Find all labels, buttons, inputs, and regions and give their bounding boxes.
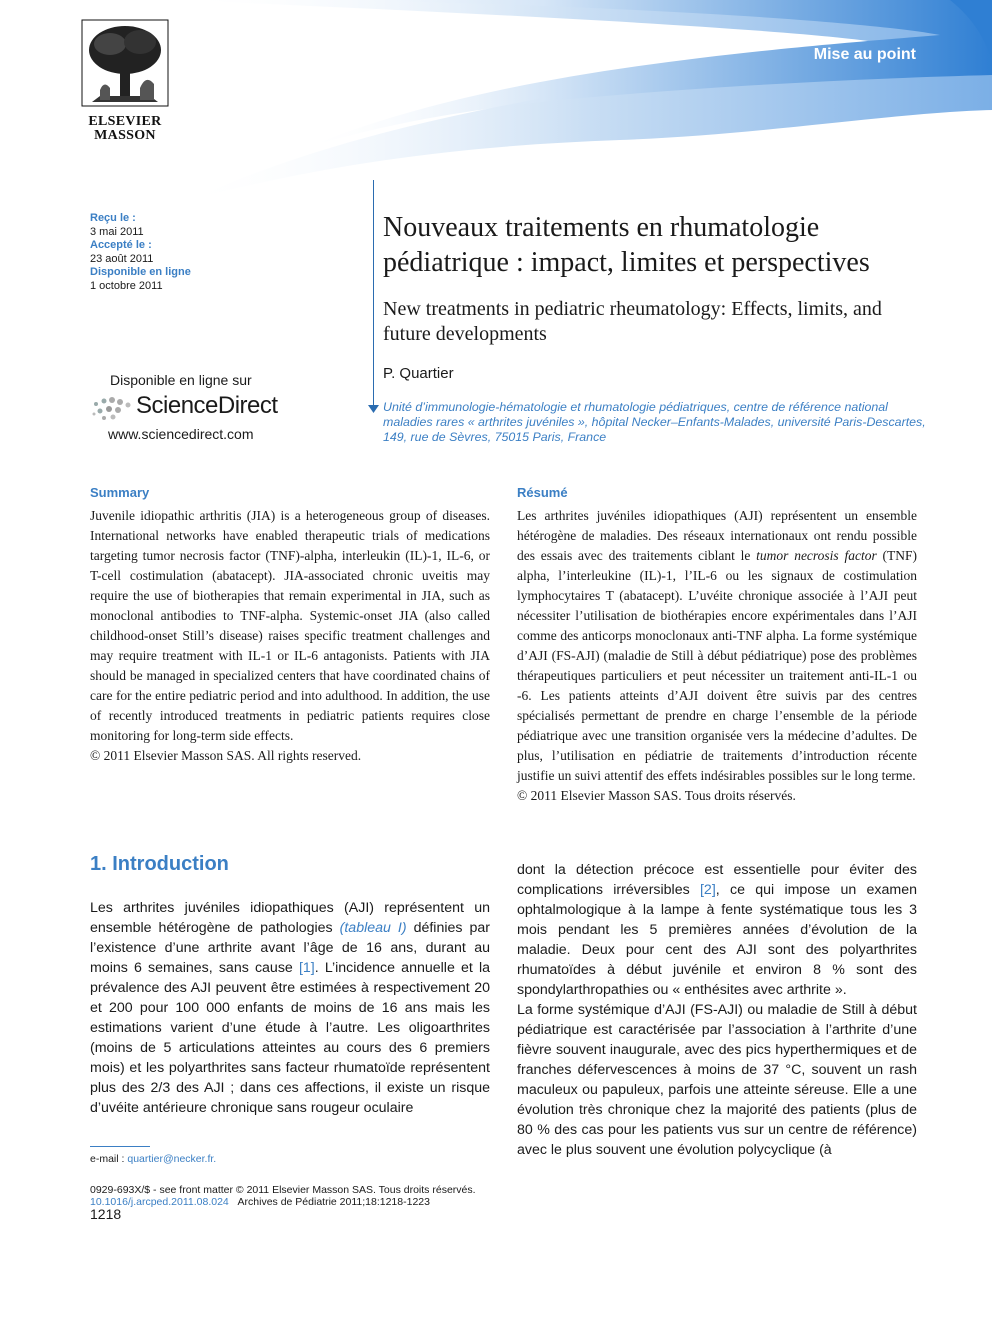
header-divider: [373, 180, 374, 408]
resume-text-b: (TNF) alpha, l’interleukine (IL)-1, l’IL-6 ou les signaux de costimulation lymphocytaires T (abatacept). L’uvéite chronique associée à l’AJI peut nécessiter l’utilisation de biothérapies encore expérimentales dans l’AJI comme des anticorps monoclonaux anti-TNF alpha. La forme systémique d’AJI (FS-AJI) (maladie de Still à début pédiatrique) pose des problèmes thérapeutiques particuliers et peut nécessiter un traitement anti-IL-1 ou -6. Les patients atteints d’AJI doivent être suivis par des centres spécialisés permettant de prendre en charge l’ensemble de la période pédiatrique avec une transition organisée vers la médecine d’adultes. De plus, l’utilisation en pédiatrie de traitements d’introduction récente justifie un suivi attentif des effets indésirables possibles sur le long terme.: [517, 548, 917, 783]
journal-reference: Archives de Pédiatrie 2011;18:1218-1223: [237, 1196, 430, 1208]
summary-text: Juvenile idiopathic arthritis (JIA) is a heterogeneous group of diseases. International networks have enabled therapeutic trials of medications targeting tumor necrosis factor (TNF)-alpha, interleukin (IL)-1, IL-6, or T-cell costimulation (abatacept). JIA-associated chronic uveitis may require the use of biotherapies that remain experimental in JIA, such as monoclonal antibodies to TNF-alpha. Systemic-onset JIA (also called childhood-onset Still’s disease) raises specific treatment challenges and may require treatment with IL-1 or IL-6 antagonists. Patients with JIA should be managed in specialized centers that have coordinated chains of care for the entire pediatric period and into adulthood. In addition, the use of recently introduced treatments in pediatric patients requires close monitoring for long-term side effects.: [90, 508, 490, 743]
section-label: Mise au point: [813, 46, 916, 63]
intro-text: Les arthrites juvéniles idiopathiques (AJI) représentent un ensemble hétérogène de pathologies: [90, 900, 490, 936]
intro-text: définies par l’existence d’une arthrite avant l’âge de 16 ans, durant au moins 6 semaines, sans cause: [90, 920, 490, 976]
sciencedirect-url[interactable]: www.sciencedirect.com: [108, 426, 254, 442]
tree-logo-icon: [80, 18, 170, 110]
citation-link-1[interactable]: [1]: [298, 960, 315, 976]
intro-text: dont la détection précoce est essentielle pour éviter des complications irréversibles: [517, 862, 917, 898]
resume-copyright: © 2011 Elsevier Masson SAS. Tous droits réservés.: [517, 788, 796, 803]
introduction-heading: 1. Introduction: [90, 853, 229, 875]
doi-link[interactable]: 10.1016/j.arcped.2011.08.024: [90, 1196, 229, 1208]
accepted-date: 23 août 2011: [90, 252, 154, 265]
footer-citation: [90, 1196, 430, 1208]
publisher-logo: [80, 18, 170, 143]
online-date: 1 octobre 2011: [90, 279, 163, 292]
resume-text-a: Les arthrites juvéniles idiopathiques (AJI) représentent un ensemble hétérogène de maladies. Des réseaux internationaux ont rendu possible des essais avec des traitements ciblant le: [517, 508, 917, 563]
intro-text: , ce qui impose un examen ophtalmologique à la lampe à fente systématique tous les 3 mois pendant les 5 premières années d’évolution de la maladie. Deux pour cent des AJI sont des polyarthrites rhumatoïdes à début juvénile et environ 8 % sont des spondylarthropathies ou « enthésites avec arthrite ».: [517, 882, 917, 998]
resume-heading: Résumé: [517, 485, 568, 500]
resume-abstract: [517, 506, 917, 806]
summary-heading: Summary: [90, 485, 150, 500]
email-label: e-mail :: [90, 1153, 125, 1165]
summary-abstract: [90, 506, 490, 766]
publisher-name-1: ELSEVIER: [88, 114, 162, 129]
intro-text: . L’incidence annuelle et la prévalence des AJI peuvent être estimées à respectivement 20 et 200 pour 100 000 enfants de moins de 16 ans mais les estimations varient d’une étude à l’autre. Les oligoarthrites (moins de 5 articulations atteintes au cours des 6 premiers mois) et les polyarthrites sans facteur rhumatoïde représentent plus des 2/3 des AJI ; dans ces affections, il existe un risque d’uvéite antérieure chronique sans rougeur oculaire: [90, 960, 491, 1116]
resume-text-italic: tumor necrosis factor: [756, 548, 877, 563]
table-link[interactable]: (tableau I): [339, 920, 407, 936]
sciencedirect-brand: ScienceDirect: [136, 392, 278, 419]
article-title-fr: Nouveaux traitements en rhumatologie pédiatrique : impact, limites et perspectives: [383, 212, 870, 278]
intro-paragraph-2: La forme systémique d’AJI (FS-AJI) ou maladie de Still à début pédiatrique est caractérisée par l’association à l’arthrite d’une fièvre souvent inaugurale, avec des pics hyperthermiques et de franches défervescences à moins de 37 °C, souvent un rash maculeux ou papuleux, parfois une atteinte séreuse. Elle a une évolution très chronique chez la majorité des patients (plus de 80 % des cas pour les patients vus sur un centre de référence) avec le plus souvent une évolution polycyclique (à: [517, 1002, 917, 1158]
publisher-name-2: MASSON: [94, 128, 156, 143]
article-title-en: New treatments in pediatric rheumatology: Effects, limits, and future developments: [383, 298, 882, 345]
citation-link-2[interactable]: [2]: [699, 882, 716, 898]
page-number: 1218: [90, 1206, 122, 1222]
footer-issn: 0929-693X/$ - see front matter © 2011 Elsevier Masson SAS. Tous droits réservés.: [90, 1184, 476, 1196]
sciencedirect-available-text: Disponible en ligne sur: [110, 372, 252, 388]
email-link[interactable]: quartier@necker.fr.: [127, 1153, 217, 1165]
author-name: P. Quartier: [383, 365, 454, 382]
online-label: Disponible en ligne: [90, 266, 191, 278]
article-dates: [90, 212, 191, 293]
accepted-label: Accepté le :: [90, 239, 152, 251]
footnote-rule: [90, 1146, 150, 1147]
sciencedirect-block[interactable]: [90, 372, 290, 442]
received-date: 3 mai 2011: [90, 225, 144, 238]
sciencedirect-dots-icon: [90, 396, 134, 422]
arrow-down-icon: [368, 405, 379, 413]
author-affiliation: Unité d’immunologie-hématologie et rhumatologie pédiatriques, centre de référence national maladies rares « arthrites juvéniles », hôpital Necker–Enfants-Malades, université Paris-Descartes, 149, rue de Sèvres, 75015 Paris, France: [383, 400, 926, 444]
intro-col-left: [90, 898, 490, 1118]
intro-col-right: [517, 860, 917, 1160]
received-label: Reçu le :: [90, 212, 136, 224]
footnote-email: [90, 1153, 216, 1165]
summary-copyright: © 2011 Elsevier Masson SAS. All rights reserved.: [90, 748, 362, 763]
